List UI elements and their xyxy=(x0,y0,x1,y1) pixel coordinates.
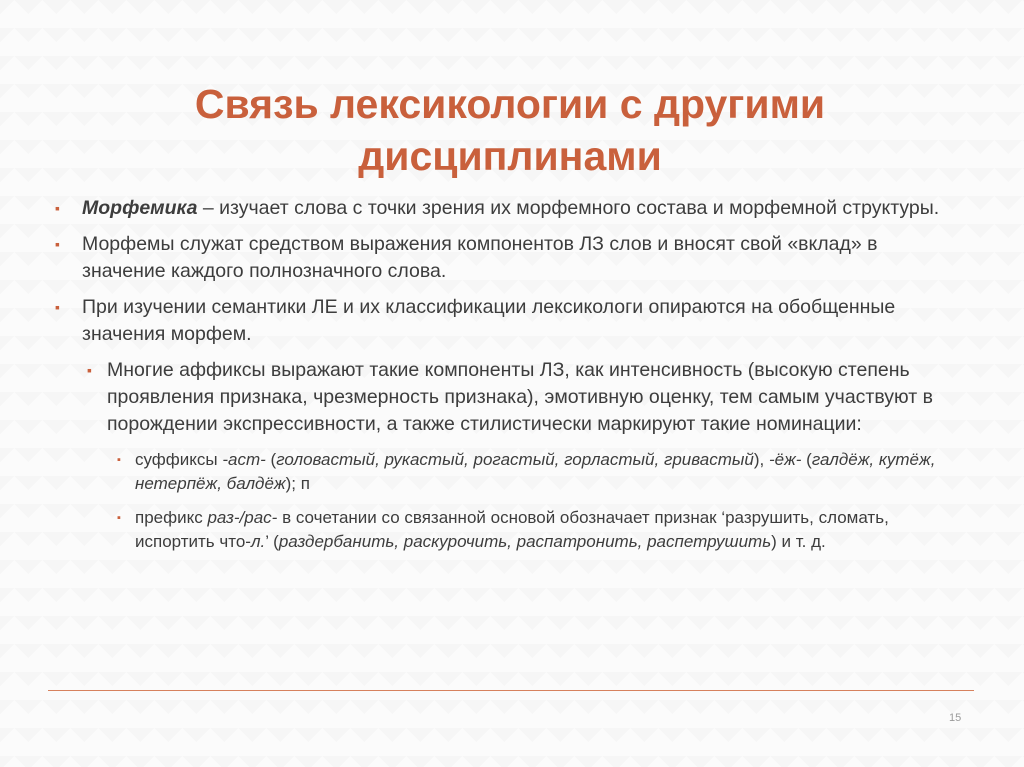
text-italic: -ёж- xyxy=(768,450,802,469)
bullet-icon: ▪ xyxy=(87,362,92,378)
text-part: ( xyxy=(801,450,812,469)
bullet-icon: ▪ xyxy=(55,200,60,216)
text-part: суффиксы xyxy=(135,450,223,469)
item-text: Многие аффиксы выражают такие компоненты ЛЗ, как интенсивность (высокую степень проявления признака, чрезмерность признака), эмотивную оценку, тем самым участвуют в порождении экспрессивности, а также стилистически маркируют такие номинации: xyxy=(107,359,933,435)
page-number: 15 xyxy=(949,712,962,724)
text-part: префикс xyxy=(135,508,208,527)
list-item-level3 xyxy=(117,506,955,554)
text-part: ), xyxy=(753,450,769,469)
text-part: ) и т. д. xyxy=(771,532,826,551)
text-italic: головастый, рукастый, рогастый, горластый, гривастый xyxy=(276,450,754,469)
text-italic: раз-/рас- xyxy=(207,508,278,527)
text-part: ( xyxy=(265,450,277,469)
text-part: ); п xyxy=(285,474,310,493)
text-part: в сочетании со связанной основой обозначает признак ‘разрушить, сломать, испортить что- xyxy=(135,508,889,551)
text-italic: галдёж, кутёж, нетерпёж, балдёж xyxy=(135,450,936,493)
item-text: – изучает слова с точки зрения их морфемного состава и морфемной структуры. xyxy=(197,197,940,219)
text-italic: раздербанить, раскурочить, распатронить, распетрушить xyxy=(278,532,772,551)
item-text: Морфемы служат средством выражения компонентов ЛЗ слов и вносят свой «вклад» в значение каждого полнозначного слова. xyxy=(82,233,878,282)
list-item-level2 xyxy=(87,357,955,438)
item-text: При изучении семантики ЛЕ и их классификации лексикологи опираются на обобщенные значения морфем. xyxy=(82,296,896,345)
list-item xyxy=(55,195,955,222)
bullet-icon: ▪ xyxy=(117,512,121,524)
list-item-level3 xyxy=(117,448,955,496)
bullet-icon: ▪ xyxy=(117,454,121,466)
list-item xyxy=(55,294,955,348)
list-item xyxy=(55,231,955,285)
text-italic: л. xyxy=(250,532,266,551)
slide-content xyxy=(55,195,955,563)
bullet-icon: ▪ xyxy=(55,236,60,252)
slide-title: Связь лексикологии с другими дисциплинами xyxy=(194,81,826,179)
bullet-icon: ▪ xyxy=(55,299,60,315)
term-morphemics: Морфемика xyxy=(82,197,198,219)
text-italic: -аст- xyxy=(222,450,266,469)
footer-divider xyxy=(48,690,974,691)
text-part: ’ ( xyxy=(265,532,279,551)
